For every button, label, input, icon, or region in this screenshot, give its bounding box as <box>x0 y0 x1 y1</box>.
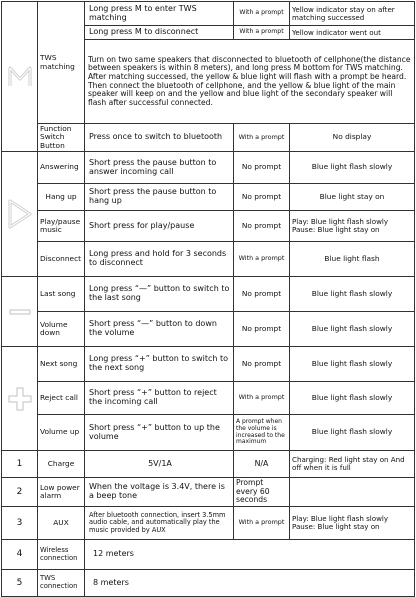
play-button-icon <box>2 152 38 277</box>
volume-up-prompt: A prompt when the volume is increased to the maximum <box>234 415 290 451</box>
aux-indicator <box>290 507 415 540</box>
aux-prompt: With a prompt <box>234 507 290 540</box>
tws-disconnect-prompt: With a prompt <box>234 26 290 40</box>
aux-label: AUX <box>38 507 85 540</box>
tws-enter-desc: Long press M to enter TWS matching <box>85 2 234 26</box>
next-song-indicator: Blue light flash slowly <box>290 347 415 382</box>
play-pause-indicator <box>290 211 415 242</box>
reject-call-label: Reject call <box>38 382 85 415</box>
aux-play-indicator-text: Play: Blue light flash slowly <box>292 514 389 524</box>
volume-up-row <box>2 415 415 451</box>
charge-label: Charge <box>38 451 85 478</box>
play-pause-desc: Short press for play/pause <box>85 211 234 242</box>
reject-call-row <box>2 382 415 415</box>
volume-down-desc: Short press “—” button to down the volume <box>85 312 234 347</box>
volume-down-label: Volume down <box>38 312 85 347</box>
volume-up-indicator: Blue light flash slowly <box>290 415 415 451</box>
answering-prompt: No prompt <box>234 152 290 184</box>
answering-desc: Short press the pause button to answer incoming call <box>85 152 234 184</box>
low-power-indicator <box>290 478 415 507</box>
tws-connection-desc: 8 meters <box>85 570 415 597</box>
manual-table <box>1 1 414 590</box>
play-pause-prompt: No prompt <box>234 211 290 242</box>
disconnect-label: Disconnect <box>38 242 85 277</box>
charge-desc: 5V/1A <box>85 451 234 478</box>
hang-up-row <box>2 184 415 211</box>
charge-row <box>2 451 415 478</box>
tws-enter-prompt: With a prompt <box>234 2 290 26</box>
tws-connection-number: 5 <box>2 570 38 597</box>
wireless-label: Wireless connection <box>38 540 85 570</box>
m-button-icon <box>2 2 38 152</box>
charge-indicator: Charging: Red light stay on And off when it is full <box>290 451 415 478</box>
wireless-number: 4 <box>2 540 38 570</box>
disconnect-row <box>2 242 415 277</box>
answering-indicator: Blue light flash slowly <box>290 152 415 184</box>
charge-number: 1 <box>2 451 38 478</box>
tws-disconnect-indicator: Yellow indicator went out <box>290 26 415 40</box>
low-power-prompt: Prompt every 60 seconds <box>234 478 290 507</box>
volume-up-label: Volume up <box>38 415 85 451</box>
play-pause-label: Play/pause music <box>38 211 85 242</box>
function-switch-indicator: No display <box>290 124 415 152</box>
volume-down-indicator: Blue light flash slowly <box>290 312 415 347</box>
last-song-indicator: Blue light flash slowly <box>290 277 415 312</box>
volume-down-row <box>2 312 415 347</box>
wireless-desc: 12 meters <box>85 540 415 570</box>
function-switch-label: Function Switch Button <box>38 124 85 152</box>
hang-up-label: Hang up <box>38 184 85 211</box>
low-power-number: 2 <box>2 478 38 507</box>
wireless-row <box>2 540 415 570</box>
disconnect-indicator: Blue light flash <box>290 242 415 277</box>
low-power-label: Low power alarm <box>38 478 85 507</box>
volume-down-prompt: No prompt <box>234 312 290 347</box>
reject-call-indicator: Blue light flash slowly <box>290 382 415 415</box>
tws-connection-label: TWS connection <box>38 570 85 597</box>
reject-call-prompt: With a prompt <box>234 382 290 415</box>
last-song-label: Last song <box>38 277 85 312</box>
tws-enter-indicator: Yellow indicator stay on after matching successed <box>290 2 415 26</box>
hang-up-desc: Short press the pause button to hang up <box>85 184 234 211</box>
reject-call-desc: Short press “+” button to reject the incoming call <box>85 382 234 415</box>
tws-note: Turn on two same speakers that disconnected to bluetooth of cellphone(the distance between speakers is within 8 meters), and long press M bottom for TWS matching. After matching successed, the yellow & blue light will flash with a prompt be heard. Then connect the bluetooth of cellphone, and the yellow & blue light of the main speaker will keep on and the yellow and blue light of the secondary speaker will flash after successful connected. <box>85 40 415 124</box>
disconnect-prompt: With a prompt <box>234 242 290 277</box>
function-switch-desc: Press once to switch to bluetooth <box>85 124 234 152</box>
plus-button-icon <box>2 347 38 451</box>
aux-row <box>2 507 415 540</box>
aux-desc: After bluetooth connection, insert 3.5mm audio cable, and automatically play the music provided by AUX <box>85 507 234 540</box>
aux-number: 3 <box>2 507 38 540</box>
answering-label: Answering <box>38 152 85 184</box>
play-indicator-text: Play: Blue light flash slowly <box>292 217 389 227</box>
minus-button-icon <box>2 277 38 347</box>
next-song-prompt: No prompt <box>234 347 290 382</box>
tws-disconnect-desc: Long press M to disconnect <box>85 26 234 40</box>
hang-up-prompt: No prompt <box>234 184 290 211</box>
last-song-desc: Long press “—” button to switch to the last song <box>85 277 234 312</box>
volume-up-desc: Short press “+” button to up the volume <box>85 415 234 451</box>
low-power-row <box>2 478 415 507</box>
aux-pause-indicator-text: Pause: Blue light stay on <box>292 522 380 531</box>
last-song-row <box>2 277 415 312</box>
play-pause-row <box>2 211 415 242</box>
disconnect-desc: Long press and hold for 3 seconds to disconnect <box>85 242 234 277</box>
tws-matching-label: TWS matching <box>38 2 85 124</box>
next-song-label: Next song <box>38 347 85 382</box>
function-switch-prompt: With a prompt <box>234 124 290 152</box>
function-switch-row <box>2 124 415 152</box>
pause-indicator-text: Pause: Blue light stay on <box>292 225 380 234</box>
hang-up-indicator: Blue light stay on <box>290 184 415 211</box>
low-power-desc: When the voltage is 3.4V, there is a beep tone <box>85 478 234 507</box>
tws-enter-row <box>2 2 415 26</box>
last-song-prompt: No prompt <box>234 277 290 312</box>
answering-row <box>2 152 415 184</box>
charge-prompt: N/A <box>234 451 290 478</box>
tws-connection-row <box>2 570 415 597</box>
next-song-desc: Long press “+” button to switch to the next song <box>85 347 234 382</box>
next-song-row <box>2 347 415 382</box>
